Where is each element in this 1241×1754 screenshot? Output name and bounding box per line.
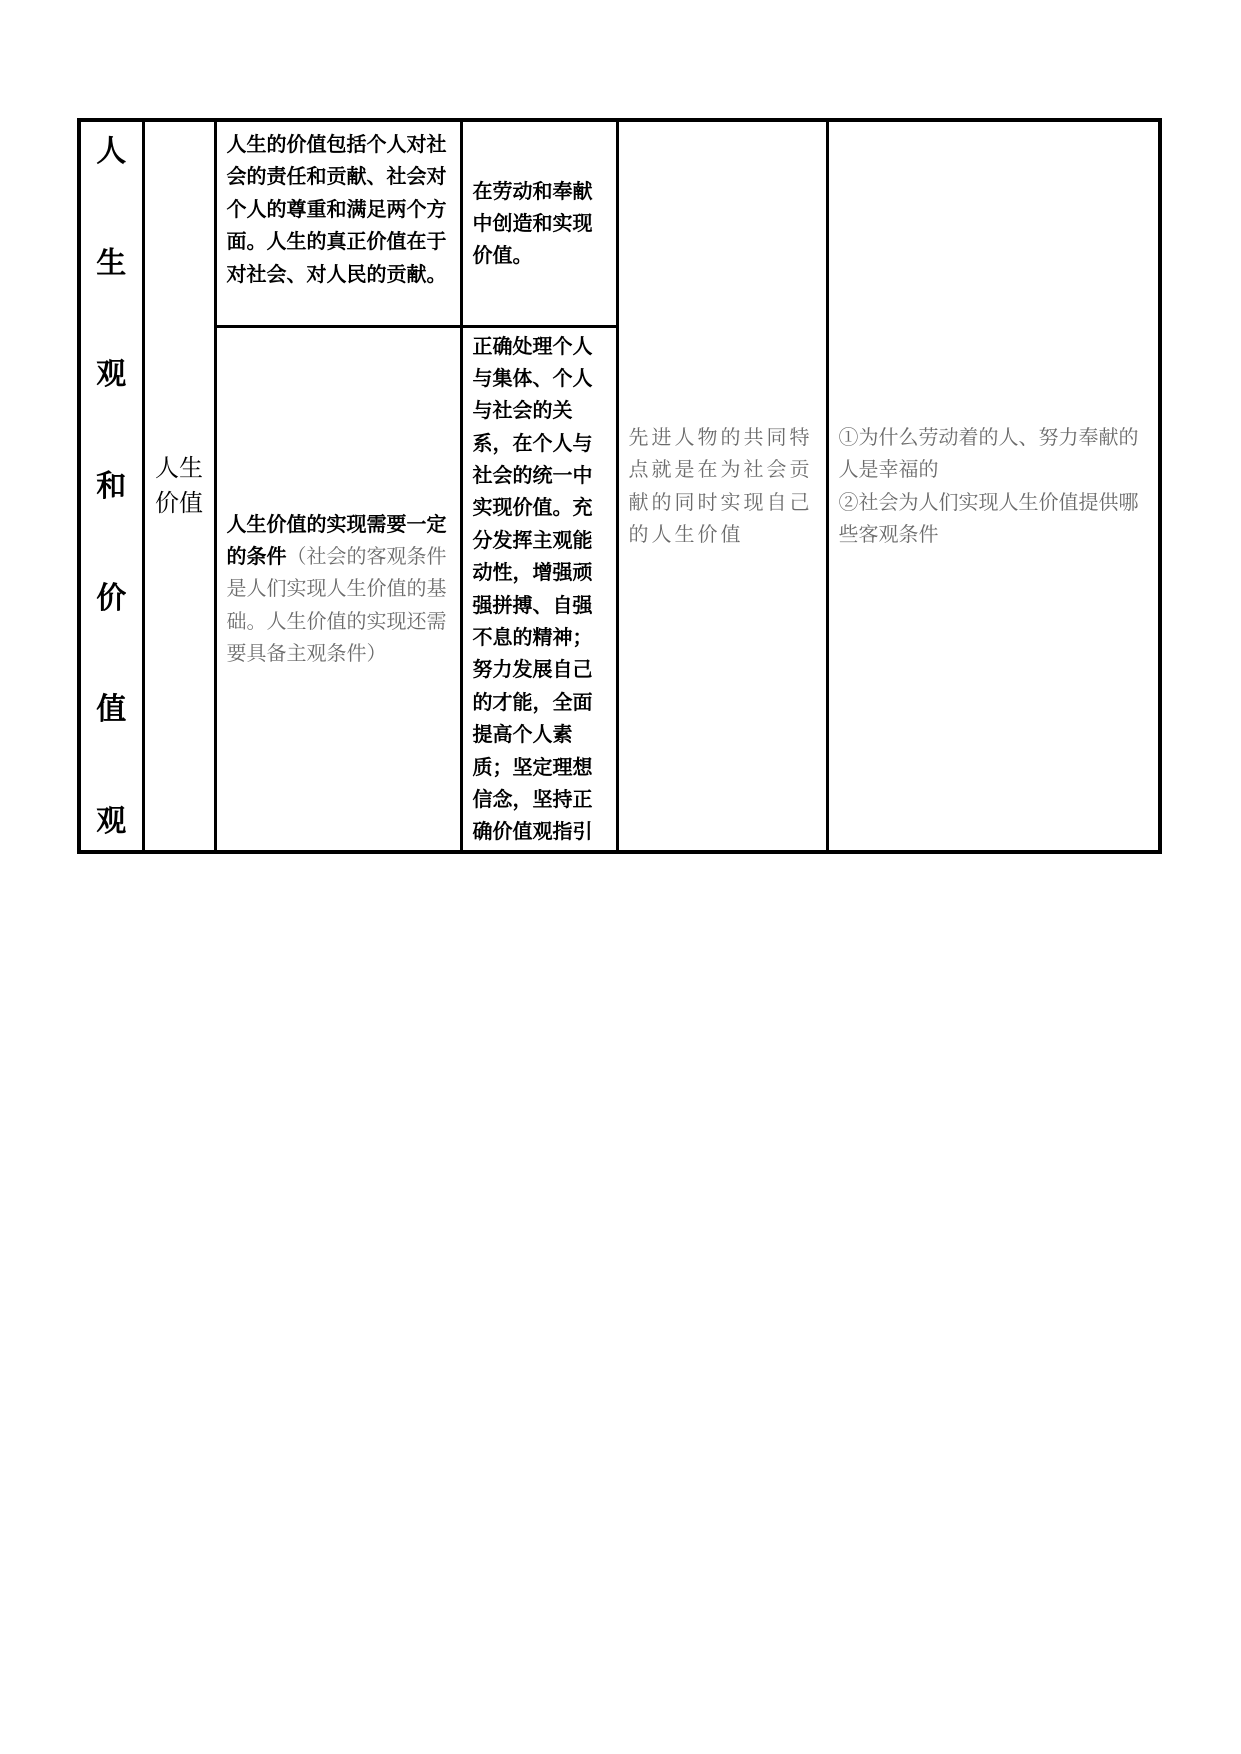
question-item: ②社会为人们实现人生价值提供哪些客观条件 [838,489,1139,547]
content-text-2-bold: 人生价值的实现需要一定的条件 [226,511,447,569]
topic-cell [143,120,215,852]
content-cell-1 [215,120,461,326]
method-text-2: 正确处理个人与集体、个人与社会的关系，在个人与社会的统一中实现价值。充分发挥主观能动性，增强顽强拼搏、自强不息的精神；努力发展自己的才能，全面提高个人素质；坚定理想信念，坚持正确价值观指引 [472,333,593,844]
category-vertical-text [81,135,142,837]
knowledge-table [77,118,1162,854]
questions-cell [827,120,1160,852]
category-char: 人 [96,133,127,169]
content-text-2-note: （社会的客观条件是人们实现人生价值的基础。人生价值的实现还需要具备主观条件） [226,544,447,666]
category-char: 值 [96,692,127,728]
method-cell-1 [461,120,617,326]
note-text: 先进人物的共同特点就是在为社会贡献的同时实现自己的人生价值 [628,425,813,547]
content-text-1: 人生的价值包括个人对社会的责任和贡献、社会对个人的尊重和满足两个方面。人生的真正价值在于对社会、对人民的贡献。 [226,132,447,286]
topic-label: 人生价值 [155,454,203,517]
category-char: 观 [96,357,127,393]
category-cell [79,120,143,852]
content-cell-2 [215,326,461,852]
question-item: ①为什么劳动着的人、努力奉献的人是幸福的 [838,425,1139,482]
method-cell-2 [461,326,617,852]
category-char: 观 [96,803,127,839]
method-text-1: 在劳动和奉献中创造和实现价值。 [472,178,593,268]
category-char: 生 [96,245,127,281]
note-cell [617,120,827,852]
category-char: 价 [96,580,127,616]
category-char: 和 [96,468,127,504]
